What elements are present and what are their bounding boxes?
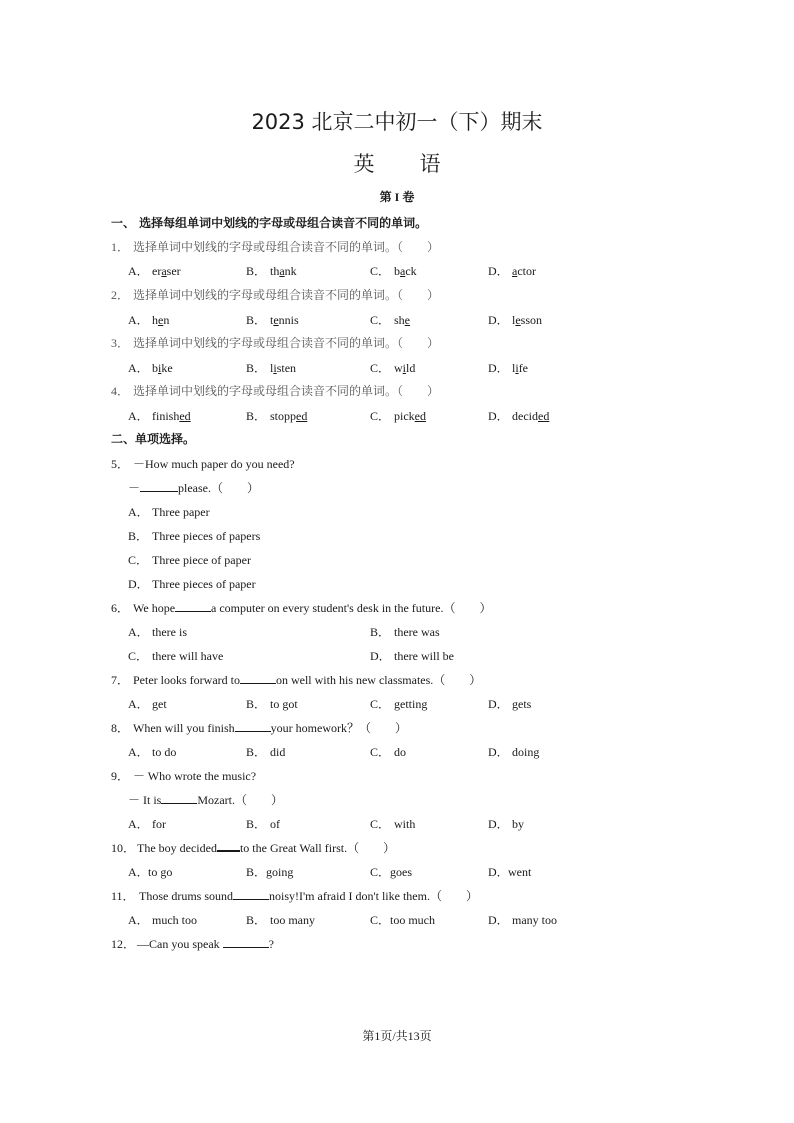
option-a[interactable]: A． Three paper xyxy=(128,505,210,519)
option-d[interactable]: D． actor xyxy=(488,264,536,278)
option-a[interactable]: A． there is xyxy=(128,625,187,639)
question-number: 9． xyxy=(111,769,130,783)
section-heading-phonetics: 一、 选择每组单词中划线的字母或母组合读音不同的单词。 xyxy=(111,216,428,230)
option-d[interactable]: D． Three pieces of paper xyxy=(128,577,256,591)
option-c[interactable]: C． picked xyxy=(370,409,426,423)
option-d[interactable]: D． life xyxy=(488,361,529,375)
option-a[interactable]: A． get xyxy=(128,697,167,711)
option-c[interactable]: C． wild xyxy=(370,361,416,375)
option-d[interactable]: D． gets xyxy=(488,697,532,711)
question-number: 7． xyxy=(111,673,130,687)
question-9: 9． － Who wrote the music? xyxy=(111,769,257,783)
option-c[interactable]: C．goes xyxy=(370,865,412,879)
answer-blank[interactable] xyxy=(223,936,269,948)
option-d[interactable]: D． many too xyxy=(488,913,557,927)
question-1 xyxy=(111,238,439,255)
question-number: 10． xyxy=(111,841,136,855)
subject-heading: 英语 xyxy=(353,152,486,176)
section-heading-single-choice: 二、单项选择。 xyxy=(111,432,196,446)
option-b[interactable]: B． too many xyxy=(246,913,315,927)
option-c[interactable]: C．too much xyxy=(370,913,435,927)
answer-blank[interactable] xyxy=(161,792,197,804)
question-5-line2: － please.（ ） xyxy=(128,481,259,495)
option-b[interactable]: B． to got xyxy=(246,697,298,711)
question-number: 2． xyxy=(111,288,130,302)
option-c[interactable]: C． do xyxy=(370,745,406,759)
option-b[interactable]: B． did xyxy=(246,745,286,759)
option-c[interactable]: C． there will have xyxy=(128,649,224,663)
option-b[interactable]: B． listen xyxy=(246,361,297,375)
option-a[interactable]: A． to do xyxy=(128,745,177,759)
question-number: 8． xyxy=(111,721,130,735)
question-number: 4． xyxy=(111,384,130,398)
option-b[interactable]: B． there was xyxy=(370,625,440,639)
answer-blank[interactable] xyxy=(175,600,211,612)
option-a[interactable]: A． bike xyxy=(128,361,173,375)
question-4 xyxy=(111,382,439,399)
question-stem: 选择单词中划线的字母或母组合读音不同的单词。（ ） xyxy=(133,336,440,350)
question-7: 7． Peter looks forward to on well with his new classmates.（ ） xyxy=(111,673,482,687)
answer-blank[interactable] xyxy=(217,839,240,852)
option-a[interactable]: A． hen xyxy=(128,313,170,327)
question-number: 1． xyxy=(111,240,130,254)
question-number: 5． xyxy=(111,457,130,471)
answer-blank[interactable] xyxy=(240,672,276,684)
question-9-line2: － It is Mozart.（ ） xyxy=(128,793,283,807)
option-c[interactable]: C． with xyxy=(370,817,416,831)
question-12: 12． —Can you speak ? xyxy=(111,937,274,951)
option-a[interactable]: A． finished xyxy=(128,409,191,423)
page-number-footer: 第1页/共13页 xyxy=(362,1029,432,1043)
question-2 xyxy=(111,286,439,303)
question-8: 8． When will you finish your homework？（ ） xyxy=(111,721,407,735)
option-c[interactable]: C． back xyxy=(370,264,417,278)
option-a[interactable]: A． eraser xyxy=(128,264,181,278)
option-d[interactable]: D． there will be xyxy=(370,649,454,663)
question-stem: 选择单词中划线的字母或母组合读音不同的单词。（ ） xyxy=(133,240,440,254)
question-number: 11． xyxy=(111,889,135,903)
question-10: 10． The boy decided to the Great Wall first.（ ） xyxy=(111,841,396,855)
question-6: 6． We hope a computer on every student's desk in the future.（ ） xyxy=(111,601,492,615)
option-d[interactable]: D． decided xyxy=(488,409,550,423)
volume-label: 第 I 卷 xyxy=(379,190,415,204)
option-d[interactable]: D． doing xyxy=(488,745,540,759)
answer-blank[interactable] xyxy=(235,720,271,732)
option-a[interactable]: A．to go xyxy=(128,865,173,879)
option-a[interactable]: A． much too xyxy=(128,913,197,927)
option-d[interactable]: D．went xyxy=(488,865,532,879)
page-title: 2023 北京二中初一（下）期末 xyxy=(251,110,543,134)
option-b[interactable]: B． Three pieces of papers xyxy=(128,529,261,543)
option-c[interactable]: C． getting xyxy=(370,697,428,711)
option-d[interactable]: D． lesson xyxy=(488,313,543,327)
option-b[interactable]: B． thank xyxy=(246,264,297,278)
option-b[interactable]: B． tennis xyxy=(246,313,299,327)
option-c[interactable]: C． she xyxy=(370,313,410,327)
option-d[interactable]: D． by xyxy=(488,817,524,831)
option-a[interactable]: A． for xyxy=(128,817,166,831)
question-stem: －How much paper do you need? xyxy=(133,457,295,471)
question-number: 12． xyxy=(111,937,136,951)
answer-blank[interactable] xyxy=(140,480,178,492)
option-b[interactable]: B． of xyxy=(246,817,280,831)
option-c[interactable]: C． Three piece of paper xyxy=(128,553,251,567)
question-number: 3． xyxy=(111,336,130,350)
answer-blank[interactable] xyxy=(233,888,269,900)
question-11: 11． Those drums sound noisy!I'm afraid I don't like them.（ ） xyxy=(111,889,478,903)
question-stem: 选择单词中划线的字母或母组合读音不同的单词。（ ） xyxy=(133,288,440,302)
option-b[interactable]: B． stopped xyxy=(246,409,308,423)
question-5 xyxy=(111,455,295,472)
option-b[interactable]: B．going xyxy=(246,865,294,879)
question-3 xyxy=(111,334,439,351)
question-number: 6． xyxy=(111,601,130,615)
question-stem: 选择单词中划线的字母或母组合读音不同的单词。（ ） xyxy=(133,384,440,398)
